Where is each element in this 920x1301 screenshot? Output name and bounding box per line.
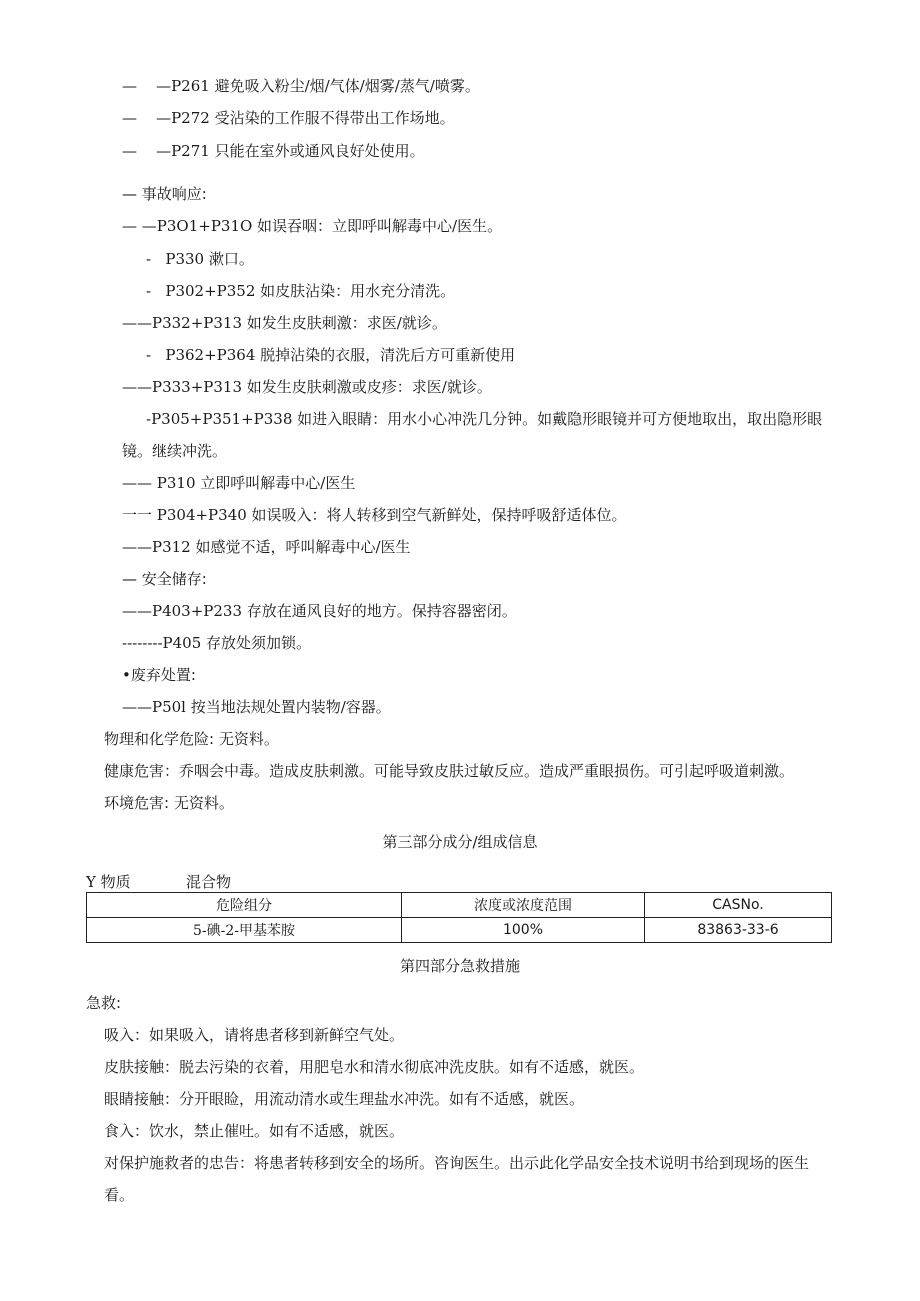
prevention-line: — —P261 避免吸入粉尘/烟/气体/烟雾/蒸气/喷雾。 xyxy=(122,77,480,95)
first-aid-text: ：饮水，禁止催吐。如有不适感，就医。 xyxy=(134,1122,405,1140)
substance-type-value: 混合物 xyxy=(186,873,232,891)
table-cell: 83863-33-6 xyxy=(645,918,832,943)
table-header: 危险组分 xyxy=(87,893,402,918)
storage-line: ——P403+P233 存放在通风良好的地方。保持容器密闭。 xyxy=(122,602,517,620)
first-aid-label: 对保护施救者的忠告 xyxy=(104,1154,240,1172)
hazard-text: 危害：乔咽会中毒。造成皮肤刺激。可能导致皮肤过敏反应。造成严重眼损伤。可引起呼吸道刺激。 xyxy=(134,762,795,780)
first-aid-rescuer-advice-cont: 看。 xyxy=(104,1186,135,1204)
response-line: ——P312 如感觉不适，呼叫解毒中心/医生 xyxy=(122,538,411,556)
response-line: —— P310 立即呼叫解毒中心/医生 xyxy=(122,474,356,492)
first-aid-text: ：将患者转移到安全的场所。咨询医生。出示此化学品安全技术说明书给到现场的医生 xyxy=(239,1154,810,1172)
prevention-line: — —P271 只能在室外或通风良好处使用。 xyxy=(122,142,425,160)
response-line: ——P333+P313 如发生皮肤刺激或皮疹：求医/就诊。 xyxy=(122,378,492,396)
response-line: 镜。继续冲洗。 xyxy=(122,442,228,460)
prevention-line: — —P272 受沾染的工作服不得带出工作场地。 xyxy=(122,109,455,127)
disposal-line: ——P50l 按当地法规处置内装物/容器。 xyxy=(122,698,391,716)
table-cell: 100% xyxy=(402,918,645,943)
section4-title: 第四部分急救措施 xyxy=(399,957,520,975)
table-header: CASNo. xyxy=(645,893,832,918)
first-aid-label: 食入 xyxy=(104,1122,135,1140)
physical-chemical-hazard xyxy=(104,729,279,749)
health-hazard xyxy=(104,761,794,781)
composition-table xyxy=(86,892,832,943)
disposal-heading: •废弃处置: xyxy=(122,666,196,684)
response-line: - P330 漱口。 xyxy=(146,250,254,268)
table-row xyxy=(87,918,832,943)
hazard-label: 环境危害: xyxy=(104,794,170,812)
first-aid-heading: 急救: xyxy=(86,994,122,1012)
storage-heading: — 安全储存: xyxy=(122,570,207,588)
first-aid-text: 吸入：如果吸入，请将患者移到新鲜空气处。 xyxy=(104,1026,405,1044)
first-aid-eyes xyxy=(104,1089,584,1109)
response-line: - P302+P352 如皮肤沾染：用水充分清洗。 xyxy=(146,282,456,300)
table-header: 浓度或浓度范围 xyxy=(402,893,645,918)
first-aid-text: ：分开眼睑，用流动清水或生理盐水冲洗。如有不适感，就医。 xyxy=(164,1090,585,1108)
substance-type-label: Y 物质 xyxy=(86,873,131,891)
first-aid-inhalation xyxy=(104,1025,404,1045)
response-line: — —P3O1+P31O 如误吞咽：立即呼叫解毒中心/医生。 xyxy=(122,217,503,235)
section3-title: 第三部分成分/组成信息 xyxy=(382,833,538,851)
first-aid-label: 眼睛接触 xyxy=(104,1090,165,1108)
table-cell: 5-碘-2-甲基苯胺 xyxy=(87,918,402,943)
response-line: ——P332+P313 如发生皮肤刺激：求医/就诊。 xyxy=(122,314,447,332)
hazard-label: 物理和化学危险: xyxy=(104,730,215,748)
storage-line: --------P405 存放处须加锁。 xyxy=(122,634,312,652)
response-line: -P305+P351+P338 如进入眼睛：用水小心冲洗几分钟。如戴隐形眼镜并可方便地取出，取出隐形眼 xyxy=(146,410,823,428)
environmental-hazard xyxy=(104,793,234,813)
hazard-label: 健康 xyxy=(104,762,135,780)
hazard-text: 无资料。 xyxy=(214,730,279,748)
first-aid-label: 皮肤接触 xyxy=(104,1058,165,1076)
table-header-row xyxy=(87,893,832,918)
response-line: - P362+P364 脱掉沾染的衣服，清洗后方可重新使用 xyxy=(146,346,516,364)
first-aid-ingestion xyxy=(104,1121,404,1141)
first-aid-rescuer-advice xyxy=(104,1153,809,1173)
first-aid-text: ：脱去污染的衣着，用肥皂水和清水彻底冲洗皮肤。如有不适感，就医。 xyxy=(164,1058,645,1076)
first-aid-skin xyxy=(104,1057,644,1077)
response-line: 一一 P304+P340 如误吸入：将人转移到空气新鲜处，保持呼吸舒适体位。 xyxy=(122,506,627,524)
hazard-text: 无资料。 xyxy=(169,794,234,812)
response-heading: — 事故响应: xyxy=(122,185,207,203)
